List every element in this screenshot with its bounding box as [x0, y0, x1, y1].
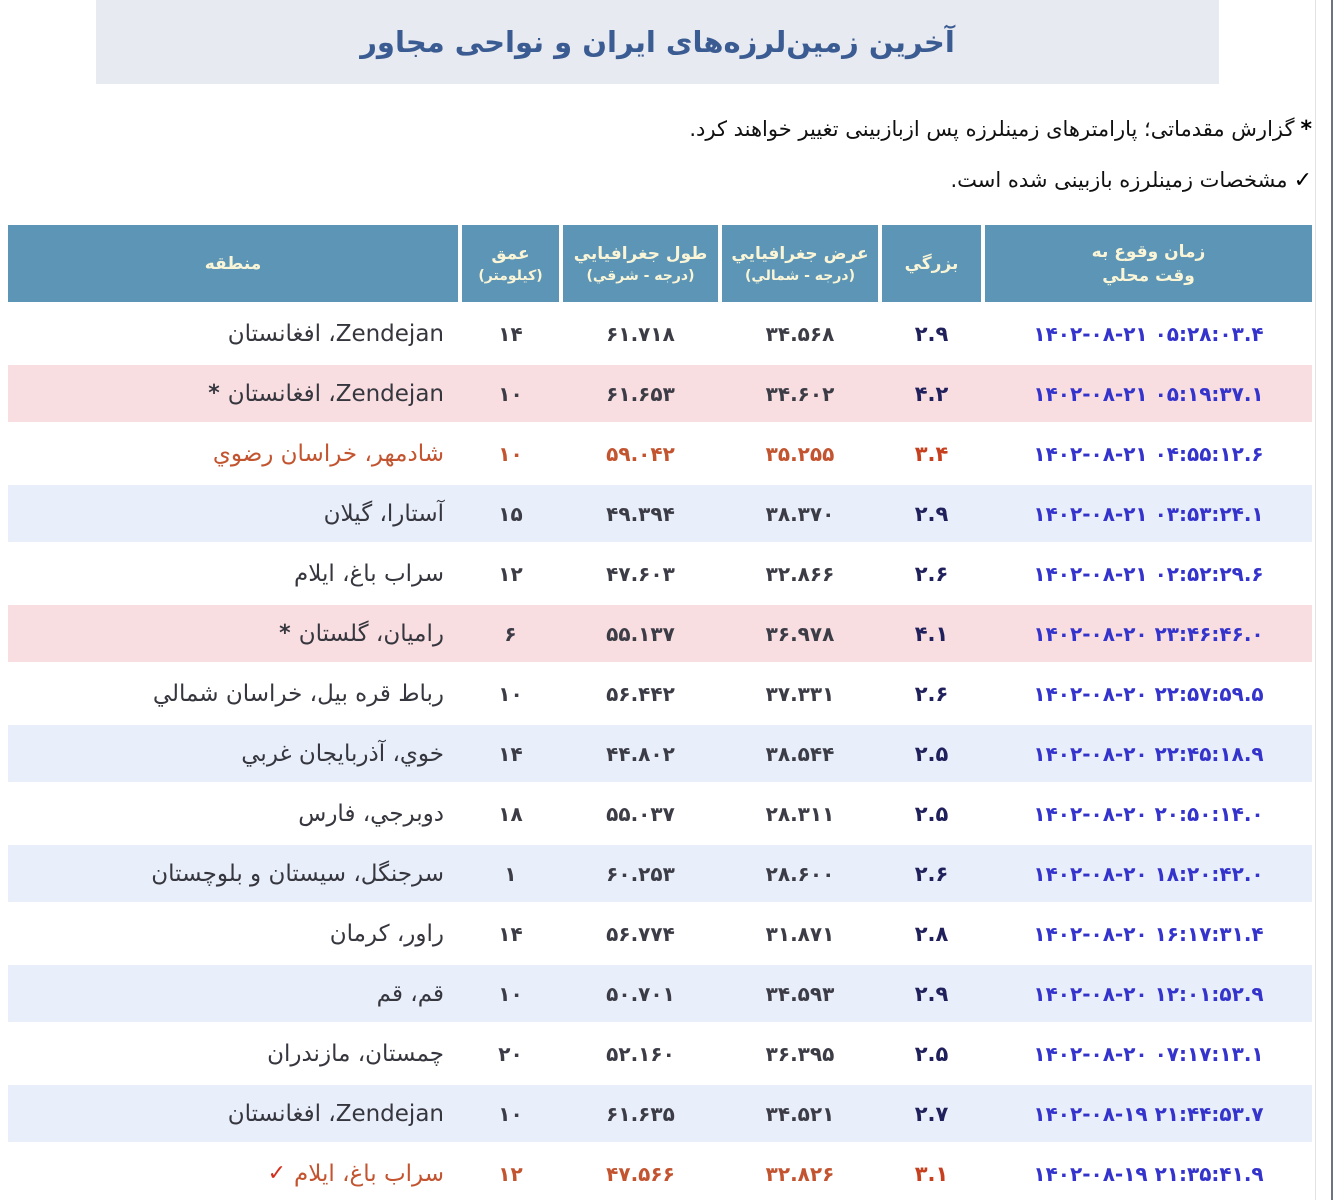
table-row	[8, 965, 1312, 1022]
depth-value: ۱۲	[462, 1145, 559, 1200]
column-header-time	[985, 225, 1312, 302]
magnitude-value: ۲.۵	[882, 785, 981, 842]
region-cell	[8, 965, 458, 1022]
column-header-latitude-label: عرض جغرافيايي	[731, 243, 869, 264]
depth-value: ۱۴	[462, 905, 559, 962]
region-cell	[8, 605, 458, 662]
column-header-region	[8, 225, 458, 302]
region-cell	[8, 1025, 458, 1082]
magnitude-value: ۲.۶	[882, 665, 981, 722]
column-header-time-label-2: وقت محلي	[1102, 265, 1195, 286]
magnitude-value: ۳.۴	[882, 425, 981, 482]
region-cell	[8, 1145, 458, 1200]
magnitude-value: ۲.۹	[882, 305, 981, 362]
latitude-value: ۳۴.۵۲۱	[722, 1085, 878, 1142]
event-time-link[interactable]: ۱۴۰۲-۰۸-۲۰ ۲۲:۵۷:۵۹.۵	[985, 665, 1312, 722]
depth-value: ۱۸	[462, 785, 559, 842]
table-row	[8, 605, 1312, 662]
table-body	[8, 305, 1312, 1200]
asterisk-icon: *	[1300, 117, 1312, 142]
depth-value: ۱۰	[462, 425, 559, 482]
region-name: سراب باغ، ایلام	[294, 1160, 444, 1187]
preliminary-star-icon: *	[208, 381, 220, 406]
latitude-value: ۳۶.۳۹۵	[722, 1025, 878, 1082]
longitude-value: ۵۵.۰۳۷	[563, 785, 718, 842]
column-header-longitude-label: طول جغرافيايي	[573, 243, 708, 264]
latitude-value: ۲۸.۶۰۰	[722, 845, 878, 902]
longitude-value: ۵۲.۱۶۰	[563, 1025, 718, 1082]
depth-value: ۱۰	[462, 665, 559, 722]
table-header-row	[8, 225, 1312, 302]
table-row	[8, 485, 1312, 542]
latitude-value: ۲۸.۳۱۱	[722, 785, 878, 842]
event-time-link[interactable]: ۱۴۰۲-۰۸-۲۰ ۰۷:۱۷:۱۳.۱	[985, 1025, 1312, 1082]
magnitude-value: ۳.۱	[882, 1145, 981, 1200]
longitude-value: ۴۹.۳۹۴	[563, 485, 718, 542]
event-time-link[interactable]: ۱۴۰۲-۰۸-۲۱ ۰۳:۵۳:۲۴.۱	[985, 485, 1312, 542]
depth-value: ۱۴	[462, 725, 559, 782]
magnitude-value: ۲.۵	[882, 725, 981, 782]
magnitude-value: ۲.۵	[882, 1025, 981, 1082]
region-cell	[8, 545, 458, 602]
longitude-value: ۵۰.۷۰۱	[563, 965, 718, 1022]
longitude-value: ۵۶.۴۴۲	[563, 665, 718, 722]
column-header-time-label-1: زمان وقوع به	[1091, 241, 1206, 262]
longitude-value: ۴۷.۵۶۶	[563, 1145, 718, 1200]
longitude-value: ۵۹.۰۴۲	[563, 425, 718, 482]
event-time-link[interactable]: ۱۴۰۲-۰۸-۲۰ ۱۶:۱۷:۳۱.۴	[985, 905, 1312, 962]
table-row	[8, 1145, 1312, 1200]
longitude-value: ۶۱.۶۳۵	[563, 1085, 718, 1142]
page-title-bar	[96, 0, 1219, 84]
region-cell	[8, 485, 458, 542]
column-header-depth-unit: (كيلومتر)	[478, 267, 543, 284]
region-name: راور، کرمان	[329, 920, 444, 947]
depth-value: ۲۰	[462, 1025, 559, 1082]
table-row	[8, 305, 1312, 362]
depth-value: ۱۴	[462, 305, 559, 362]
region-name: خوي، آذربایجان غربي	[241, 740, 444, 767]
region-name: دوبرجي، فارس	[298, 800, 444, 827]
latitude-value: ۳۸.۵۴۴	[722, 725, 878, 782]
event-time-link[interactable]: ۱۴۰۲-۰۸-۲۰ ۱۲:۰۱:۵۲.۹	[985, 965, 1312, 1022]
table-row	[8, 545, 1312, 602]
magnitude-value: ۴.۱	[882, 605, 981, 662]
event-time-link[interactable]: ۱۴۰۲-۰۸-۲۰ ۲۳:۴۶:۴۶.۰	[985, 605, 1312, 662]
note-preliminary	[689, 114, 1312, 145]
table-row	[8, 1025, 1312, 1082]
region-cell	[8, 365, 458, 422]
event-time-link[interactable]: ۱۴۰۲-۰۸-۱۹ ۲۱:۴۴:۵۳.۷	[985, 1085, 1312, 1142]
event-time-link[interactable]: ۱۴۰۲-۰۸-۲۰ ۱۸:۲۰:۴۲.۰	[985, 845, 1312, 902]
depth-value: ۱۲	[462, 545, 559, 602]
page-border-light	[1315, 0, 1316, 1200]
region-cell	[8, 305, 458, 362]
longitude-value: ۴۴.۸۰۲	[563, 725, 718, 782]
region-cell	[8, 425, 458, 482]
depth-value: ۱	[462, 845, 559, 902]
longitude-value: ۶۱.۷۱۸	[563, 305, 718, 362]
region-cell	[8, 845, 458, 902]
longitude-value: ۴۷.۶۰۳	[563, 545, 718, 602]
latitude-value: ۳۴.۵۶۸	[722, 305, 878, 362]
note-reviewed	[689, 165, 1312, 196]
table-row	[8, 425, 1312, 482]
longitude-value: ۵۵.۱۳۷	[563, 605, 718, 662]
column-header-latitude	[722, 225, 878, 302]
latitude-value: ۳۱.۸۷۱	[722, 905, 878, 962]
longitude-value: ۵۶.۷۷۴	[563, 905, 718, 962]
table-row	[8, 365, 1312, 422]
magnitude-value: ۲.۶	[882, 545, 981, 602]
column-header-depth	[462, 225, 559, 302]
magnitude-value: ۴.۲	[882, 365, 981, 422]
event-time-link[interactable]: ۱۴۰۲-۰۸-۲۱ ۰۲:۵۲:۲۹.۶	[985, 545, 1312, 602]
preliminary-star-icon: *	[279, 621, 291, 646]
column-header-longitude	[563, 225, 718, 302]
event-time-link[interactable]: ۱۴۰۲-۰۸-۲۰ ۲۰:۵۰:۱۴.۰	[985, 785, 1312, 842]
table-row	[8, 665, 1312, 722]
longitude-value: ۶۱.۶۵۳	[563, 365, 718, 422]
latitude-value: ۳۸.۳۷۰	[722, 485, 878, 542]
longitude-value: ۶۰.۲۵۳	[563, 845, 718, 902]
depth-value: ۱۰	[462, 365, 559, 422]
region-name: سرجنگل، سیستان و بلوچستان	[151, 860, 444, 887]
table-row	[8, 845, 1312, 902]
magnitude-value: ۲.۶	[882, 845, 981, 902]
event-time-link[interactable]: ۱۴۰۲-۰۸-۲۱ ۰۴:۵۵:۱۲.۶	[985, 425, 1312, 482]
magnitude-value: ۲.۹	[882, 485, 981, 542]
region-cell	[8, 785, 458, 842]
reviewed-check-icon: ✓	[267, 1161, 287, 1186]
region-name: سراب باغ، ایلام	[294, 560, 444, 587]
table-row	[8, 725, 1312, 782]
latitude-value: ۳۴.۶۰۲	[722, 365, 878, 422]
page-title: آخرین زمین‌لرزه‌های ایران و نواحی مجاور	[360, 25, 955, 59]
latitude-value: ۳۷.۳۳۱	[722, 665, 878, 722]
region-cell	[8, 905, 458, 962]
page-border-dark	[1331, 0, 1333, 1200]
region-cell	[8, 725, 458, 782]
region-name: Zendejan، افغانستان	[227, 1100, 444, 1127]
table-row	[8, 905, 1312, 962]
region-cell	[8, 665, 458, 722]
latitude-value: ۳۲.۸۲۶	[722, 1145, 878, 1200]
note-reviewed-text: مشخصات زمینلرزه بازبینی شده است.	[950, 168, 1288, 192]
magnitude-value: ۲.۷	[882, 1085, 981, 1142]
event-time-link[interactable]: ۱۴۰۲-۰۸-۲۰ ۲۲:۴۵:۱۸.۹	[985, 725, 1312, 782]
depth-value: ۱۰	[462, 965, 559, 1022]
region-name: شادمهر، خراسان رضوي	[212, 440, 444, 467]
region-name: رامیان، گلستان	[298, 620, 444, 647]
region-name: قم، قم	[376, 980, 444, 1007]
table-row	[8, 1085, 1312, 1142]
event-time-link[interactable]: ۱۴۰۲-۰۸-۲۱ ۰۵:۲۸:۰۳.۴	[985, 305, 1312, 362]
earthquake-table	[8, 225, 1312, 1200]
region-name: Zendejan، افغانستان	[227, 380, 444, 407]
region-cell	[8, 1085, 458, 1142]
checkmark-icon: ✓	[1293, 168, 1312, 193]
latitude-value: ۳۵.۲۵۵	[722, 425, 878, 482]
column-header-longitude-unit: (درجه - شرقي)	[586, 267, 695, 284]
column-header-depth-label: عمق	[491, 243, 530, 264]
depth-value: ۱۰	[462, 1085, 559, 1142]
depth-value: ۶	[462, 605, 559, 662]
region-name: چمستان، مازندران	[267, 1040, 444, 1067]
region-name: رباط قره بیل، خراسان شمالي	[152, 680, 444, 707]
event-time-link[interactable]: ۱۴۰۲-۰۸-۲۱ ۰۵:۱۹:۳۷.۱	[985, 365, 1312, 422]
latitude-value: ۳۲.۸۶۶	[722, 545, 878, 602]
event-time-link[interactable]: ۱۴۰۲-۰۸-۱۹ ۲۱:۳۵:۴۱.۹	[985, 1145, 1312, 1200]
footnotes	[689, 114, 1312, 216]
table-row	[8, 785, 1312, 842]
column-header-region-label: منطقه	[204, 253, 262, 274]
latitude-value: ۳۶.۹۷۸	[722, 605, 878, 662]
depth-value: ۱۵	[462, 485, 559, 542]
region-name: Zendejan، افغانستان	[227, 320, 444, 347]
magnitude-value: ۲.۹	[882, 965, 981, 1022]
latitude-value: ۳۴.۵۹۳	[722, 965, 878, 1022]
region-name: آستارا، گیلان	[323, 500, 444, 527]
column-header-latitude-unit: (درجه - شمالي)	[745, 267, 856, 284]
column-header-magnitude-label: بزرگي	[904, 253, 959, 274]
magnitude-value: ۲.۸	[882, 905, 981, 962]
note-preliminary-text: گزارش مقدماتی؛ پارامترهای زمینلرزه پس ازبازبینی تغییر خواهند کرد.	[689, 117, 1295, 141]
column-header-magnitude	[882, 225, 981, 302]
